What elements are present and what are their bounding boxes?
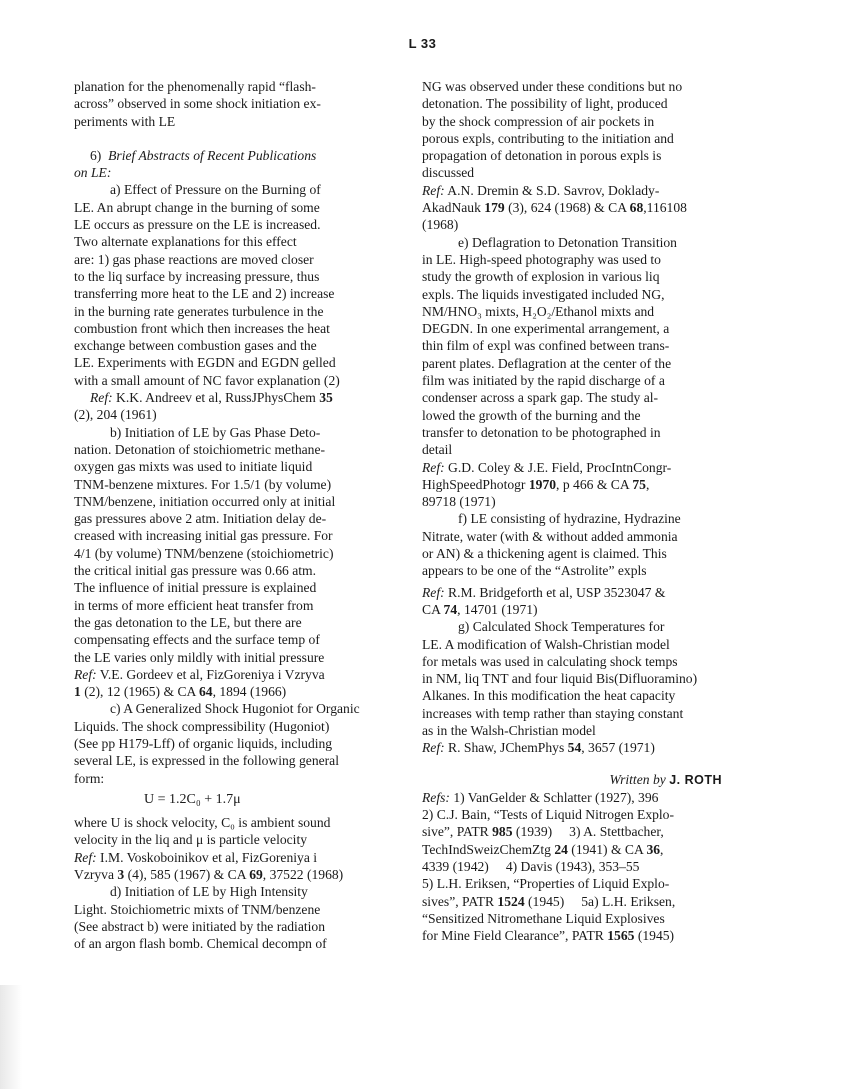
abstract-e-line: DEGDN. In one experimental arrangement, a [422, 321, 670, 337]
abstract-d-line: of an argon flash bomb. Chemical decompn of [74, 936, 327, 952]
abstract-c-line: form: [74, 770, 105, 786]
abstract-a-line: with a small amount of NC favor explanation (2) [74, 372, 340, 388]
abstract-c-line: (See pp H179-Lff) of organic liquids, including [74, 735, 333, 751]
abstract-d-line: porous expls, contributing to the initiation and [422, 130, 674, 146]
abstract-f-line: or AN) & a thickening agent is claimed. This [422, 546, 667, 562]
abstract-d-line: NG was observed under these conditions but no [422, 79, 683, 94]
reference-cont: 89718 (1971) [422, 494, 496, 510]
section-heading [74, 147, 374, 164]
abstract-b-line: 4/1 (by volume) TNM/benzene (stoichiometric) [74, 545, 334, 561]
abstract-f-line: appears to be one of the “Astrolite” expls [422, 563, 647, 579]
abstract-e-line: parent plates. Deflagration at the center of the [422, 355, 672, 371]
abstract-g-line: Alkanes. In this modification the heat capacity [422, 688, 676, 704]
abstract-e-line: study the growth of explosion in various liq [422, 269, 660, 285]
reference: Ref: A.N. Dremin & S.D. Savrov, Doklady- [422, 182, 660, 198]
abstract-a-line: are: 1) gas phase reactions are moved closer [74, 251, 314, 267]
references-line: 4339 (1942) 4) Davis (1943), 353–55 [422, 859, 640, 875]
abstract-g-line: increases with temp rather than staying constant [422, 705, 684, 721]
section-title-cont: on LE: [74, 165, 112, 181]
abstract-d-line: propagation of detonation in porous expls is [422, 148, 662, 164]
reference: Ref: R.M. Bridgeforth et al, USP 3523047 & [422, 584, 666, 600]
abstract-a-line: LE. Experiments with EGDN and EGDN gelled [74, 355, 336, 371]
abstract-e-line: e) Deflagration to Detonation Transition [458, 234, 677, 250]
text-line: across” observed in some shock initiation ex- [74, 96, 321, 112]
abstract-b-line: the critical initial gas pressure was 0.66 atm. [74, 563, 316, 579]
abstract-c-line: where U is shock velocity, C₀ is ambient sound [74, 815, 331, 831]
abstract-d-line: d) Initiation of LE by High Intensity [110, 884, 308, 900]
abstract-f-line: f) LE consisting of hydrazine, Hydrazine [458, 511, 681, 527]
abstract-a-line: a) Effect of Pressure on the Burning of [110, 182, 321, 198]
abstract-b-line: TNM-benzene mixtures. For 1.5/1 (by volume) [74, 476, 332, 492]
author-credit: Written by J. ROTH [609, 771, 722, 787]
abstract-c-line: Liquids. The shock compressibility (Hugoniot) [74, 718, 330, 734]
abstract-b-line: b) Initiation of LE by Gas Phase Deto- [110, 424, 321, 440]
abstract-b-line: the LE varies only mildly with initial pressure [74, 649, 325, 665]
references-line: Refs: 1) VanGelder & Schlatter (1927), 396 [422, 789, 659, 805]
reference-cont: (1968) [422, 217, 459, 233]
abstract-b-line: the gas detonation to the LE, but there are [74, 614, 302, 630]
text-line: planation for the phenomenally rapid “flash- [74, 79, 316, 94]
abstract-d-line: detonation. The possibility of light, produced [422, 96, 668, 112]
abstract-a-line: LE occurs as pressure on the LE is increased. [74, 217, 321, 233]
reference: Ref: V.E. Gordeev et al, FizGoreniya i Vzryva [74, 666, 325, 682]
abstract-c-line: several LE, is expressed in the following general [74, 753, 339, 769]
right-column [422, 78, 722, 945]
references-line: for Mine Field Clearance”, PATR 1565 (1945) [422, 928, 675, 944]
reference-cont: 1 (2), 12 (1965) & CA 64, 1894 (1966) [74, 684, 287, 700]
scan-edge-shadow [0, 985, 22, 1089]
references-line: sive”, PATR 985 (1939) 3) A. Stettbacher, [422, 824, 664, 840]
abstract-e-line: thin film of expl was confined between trans- [422, 338, 670, 354]
reference-cont: HighSpeedPhotogr 1970, p 466 & CA 75, [422, 476, 650, 492]
abstract-b-line: TNM/benzene, initiation occurred only at initial [74, 493, 336, 509]
left-column [74, 78, 374, 953]
text-line: periments with LE [74, 113, 176, 129]
abstract-b-line: The influence of initial pressure is explained [74, 580, 317, 596]
abstract-g-line: in NM, liq TNT and four liquid Bis(Difluoramino) [422, 671, 698, 687]
abstract-a-line: combustion front which then increases the heat [74, 320, 330, 336]
abstract-a-line: to the liq surface by increasing pressure, thus [74, 268, 320, 284]
abstract-e-line: film was initiated by the rapid discharge of a [422, 373, 665, 389]
reference-cont: (2), 204 (1961) [74, 407, 157, 423]
reference: Ref: R. Shaw, JChemPhys 54, 3657 (1971) [422, 740, 655, 756]
abstract-d-line: (See abstract b) were initiated by the radiation [74, 918, 326, 934]
abstract-g-line: as in the Walsh-Christian model [422, 722, 596, 738]
abstract-e-line: detail [422, 442, 453, 458]
abstract-a-line: transferring more heat to the LE and 2) increase [74, 286, 335, 302]
abstract-e-line: expls. The liquids investigated included NG, [422, 286, 665, 302]
abstract-g-line: g) Calculated Shock Temperatures for [458, 619, 665, 635]
references-line: 5) L.H. Eriksen, “Properties of Liquid Explo- [422, 876, 670, 892]
abstract-e-line: condenser across a spark gap. The study al- [422, 390, 659, 406]
reference: Ref: K.K. Andreev et al, RussJPhysChem 35 [90, 390, 333, 406]
abstract-e-line: transfer to detonation to be photographed in [422, 424, 661, 440]
abstract-g-line: LE. A modification of Walsh-Christian model [422, 636, 670, 652]
abstract-a-line: exchange between combustion gases and the [74, 338, 317, 354]
references-line: “Sensitized Nitromethane Liquid Explosives [422, 910, 665, 926]
abstract-f-line: Nitrate, water (with & without added ammonia [422, 528, 678, 544]
abstract-a-line: in the burning rate generates turbulence in the [74, 303, 324, 319]
reference-cont: CA 74, 14701 (1971) [422, 601, 538, 617]
abstract-e-line: in LE. High-speed photography was used to [422, 251, 661, 267]
abstract-b-line: nation. Detonation of stoichiometric methane- [74, 441, 326, 457]
abstract-b-line: oxygen gas mixts was used to initiate liquid [74, 459, 313, 475]
abstract-a-line: LE. An abrupt change in the burning of some [74, 199, 320, 215]
reference-cont: Vzryva 3 (4), 585 (1967) & CA 69, 37522 (1968) [74, 867, 344, 883]
abstract-e-line: lowed the growth of the burning and the [422, 407, 641, 423]
equation: U = 1.2C₀ + 1.7μ [144, 791, 241, 807]
abstract-b-line: in terms of more efficient heat transfer from [74, 597, 314, 613]
abstract-e-line: NM/HNO₃ mixts, H₂O₂/Ethanol mixts and [422, 303, 655, 319]
abstract-d-line: Light. Stoichiometric mixts of TNM/benzene [74, 901, 321, 917]
abstract-b-line: compensating effects and the surface temp of [74, 632, 320, 648]
page-number: L 33 [408, 36, 437, 51]
abstract-d-line: by the shock compression of air pockets in [422, 113, 655, 129]
abstract-d-line: discussed [422, 165, 475, 181]
abstract-a-line: Two alternate explanations for this effect [74, 234, 297, 250]
abstract-c-line: velocity in the liq and μ is particle velocity [74, 832, 308, 848]
references-line: TechIndSweizChemZtg 24 (1941) & CA 36, [422, 841, 664, 857]
abstract-c-line: c) A Generalized Shock Hugoniot for Organic [110, 701, 360, 717]
section-number: 6) [90, 147, 102, 163]
reference-cont: AkadNauk 179 (3), 624 (1968) & CA 68,116108 [422, 200, 687, 216]
references-line: sives”, PATR 1524 (1945) 5a) L.H. Eriksen, [422, 893, 676, 909]
references-line: 2) C.J. Bain, “Tests of Liquid Nitrogen Explo- [422, 807, 675, 823]
abstract-g-line: for metals was used in calculating shock temps [422, 653, 678, 669]
abstract-b-line: creased with increasing initial gas pressure. For [74, 528, 333, 544]
reference: Ref: I.M. Voskoboinikov et al, FizGoreniya i [74, 849, 318, 865]
reference: Ref: G.D. Coley & J.E. Field, ProcIntnCongr- [422, 459, 672, 475]
abstract-b-line: gas pressures above 2 atm. Initiation delay de- [74, 511, 327, 527]
section-title: Brief Abstracts of Recent Publications [108, 147, 317, 163]
